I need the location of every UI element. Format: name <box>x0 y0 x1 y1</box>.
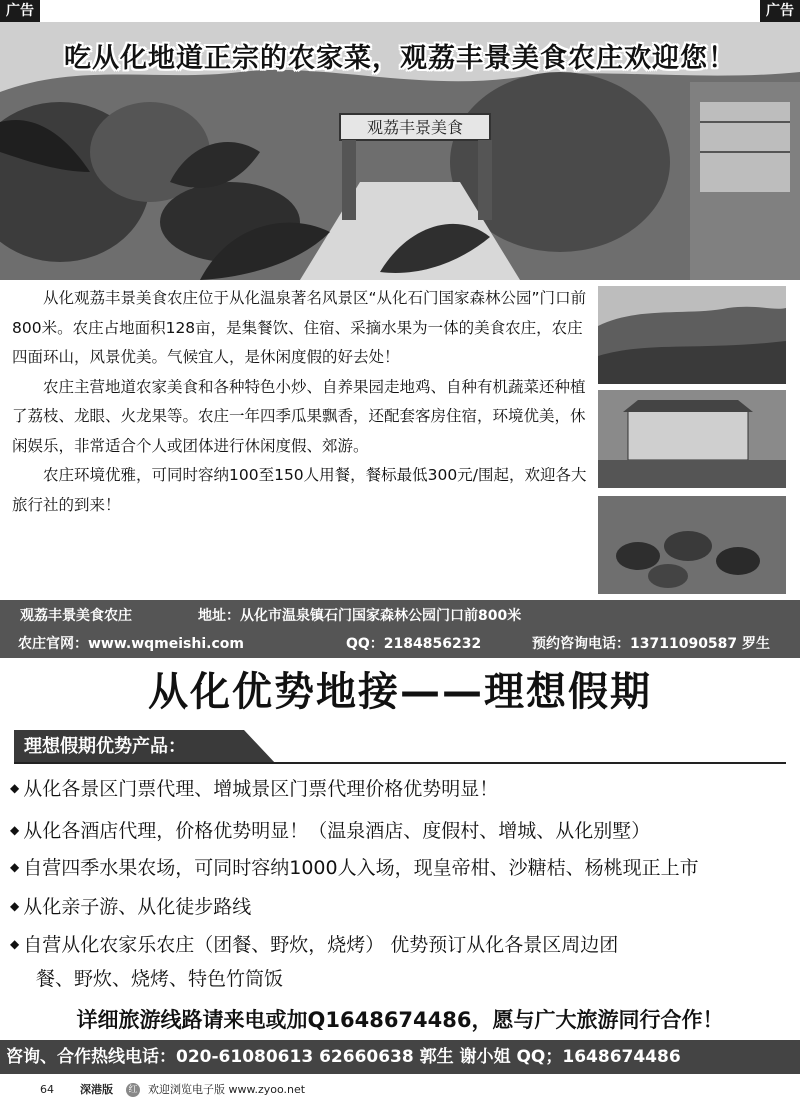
intro-paragraph-3: 农庄环境优雅，可同时容纳100至150人用餐，餐标最低300元/围起，欢迎各大旅行社的到来！ <box>12 466 587 514</box>
photo-mountains <box>598 286 786 384</box>
call-to-action: 详细旅游线路请来电或加Q1648674486，愿与广大旅游同行合作！ <box>76 1008 724 1032</box>
product-item: ◆ 自营四季水果农场，可同时容纳1000人入场，现皇帝柑、沙糖桔、杨桃现正上市 <box>10 857 699 879</box>
promo-title: 从化优势地接——理想假期 <box>148 669 652 715</box>
diamond-bullet-icon: ◆ <box>10 823 20 837</box>
diamond-bullet-icon: ◆ <box>10 937 20 951</box>
edition-label: 深港版 <box>80 1083 113 1096</box>
diamond-bullet-icon: ◆ <box>10 781 20 795</box>
intro-text <box>12 284 592 520</box>
farm-qq: QQ：2184856232 <box>346 636 482 652</box>
intro-paragraph-2: 农庄主营地道农家美食和各种特色小炒、自养果园走地鸡、自种有机蔬菜还种植了荔枝、龙眼、火龙果等。农庄一年四季瓜果飘香，还配套客房住宿，环境优美，休闲娱乐，非常适合个人或团体进行休闲度假、郊游。 <box>12 377 586 455</box>
farm-phone: 预约咨询电话：13711090587 罗生 <box>532 636 771 652</box>
product-item: ◆ 自营从化农家乐农庄（团餐、野炊，烧烤） 优势预订从化各景区周边团 <box>10 934 619 956</box>
divider <box>14 762 786 764</box>
hotline-bar: 咨询、合作热线电话：020-61080613 62660638 郭生 谢小姐 QQ；1648674486 <box>0 1040 800 1074</box>
intro-paragraph-1: 从化观荔丰景美食农庄位于从化温泉著名风景区“从化石门国家森林公园”门口前800米。农庄占地面积128亩，是集餐饮、住宿、采摘水果为一体的美食农庄，农庄四面环山，风景优美。气候宜人，是休闲度假的好去处！ <box>12 289 587 366</box>
product-item: ◆ 从化亲子游、从化徒步路线 <box>10 896 252 918</box>
badge-icon: 红 <box>126 1083 140 1097</box>
page-footer <box>0 1080 800 1100</box>
product-item: ◆ 从化各酒店代理，价格优势明显！（温泉酒店、度假村、增城、从化别墅） <box>10 820 651 842</box>
farm-website: 农庄官网：www.wqmeishi.com <box>18 636 244 652</box>
ad-label-left: 广告 <box>0 0 40 22</box>
ad-label-right: 广告 <box>760 0 800 22</box>
photo-farmhouse <box>598 390 786 488</box>
page-number: 64 <box>40 1083 54 1096</box>
farm-address: 地址：从化市温泉镇石门国家森林公园门口前800米 <box>198 608 522 624</box>
products-label: 理想假期优势产品： <box>24 736 186 757</box>
product-item: ◆ 从化各景区门票代理、增城景区门票代理价格优势明显！ <box>10 778 499 800</box>
footer-note: 欢迎浏览电子版 www.zyoo.net <box>148 1083 306 1096</box>
product-item-continued: 餐、野炊、烧烤、特色竹筒饭 <box>36 968 284 990</box>
photo-chickens <box>598 496 786 594</box>
farm-info-bar <box>0 600 800 658</box>
diamond-bullet-icon: ◆ <box>10 899 20 913</box>
headline: 吃从化地道正宗的农家菜，观荔丰景美食农庄欢迎您！ <box>64 43 736 74</box>
gate-sign-text: 观荔丰景美食 <box>366 118 464 137</box>
diamond-bullet-icon: ◆ <box>10 860 20 874</box>
farm-name: 观荔丰景美食农庄 <box>20 608 132 624</box>
